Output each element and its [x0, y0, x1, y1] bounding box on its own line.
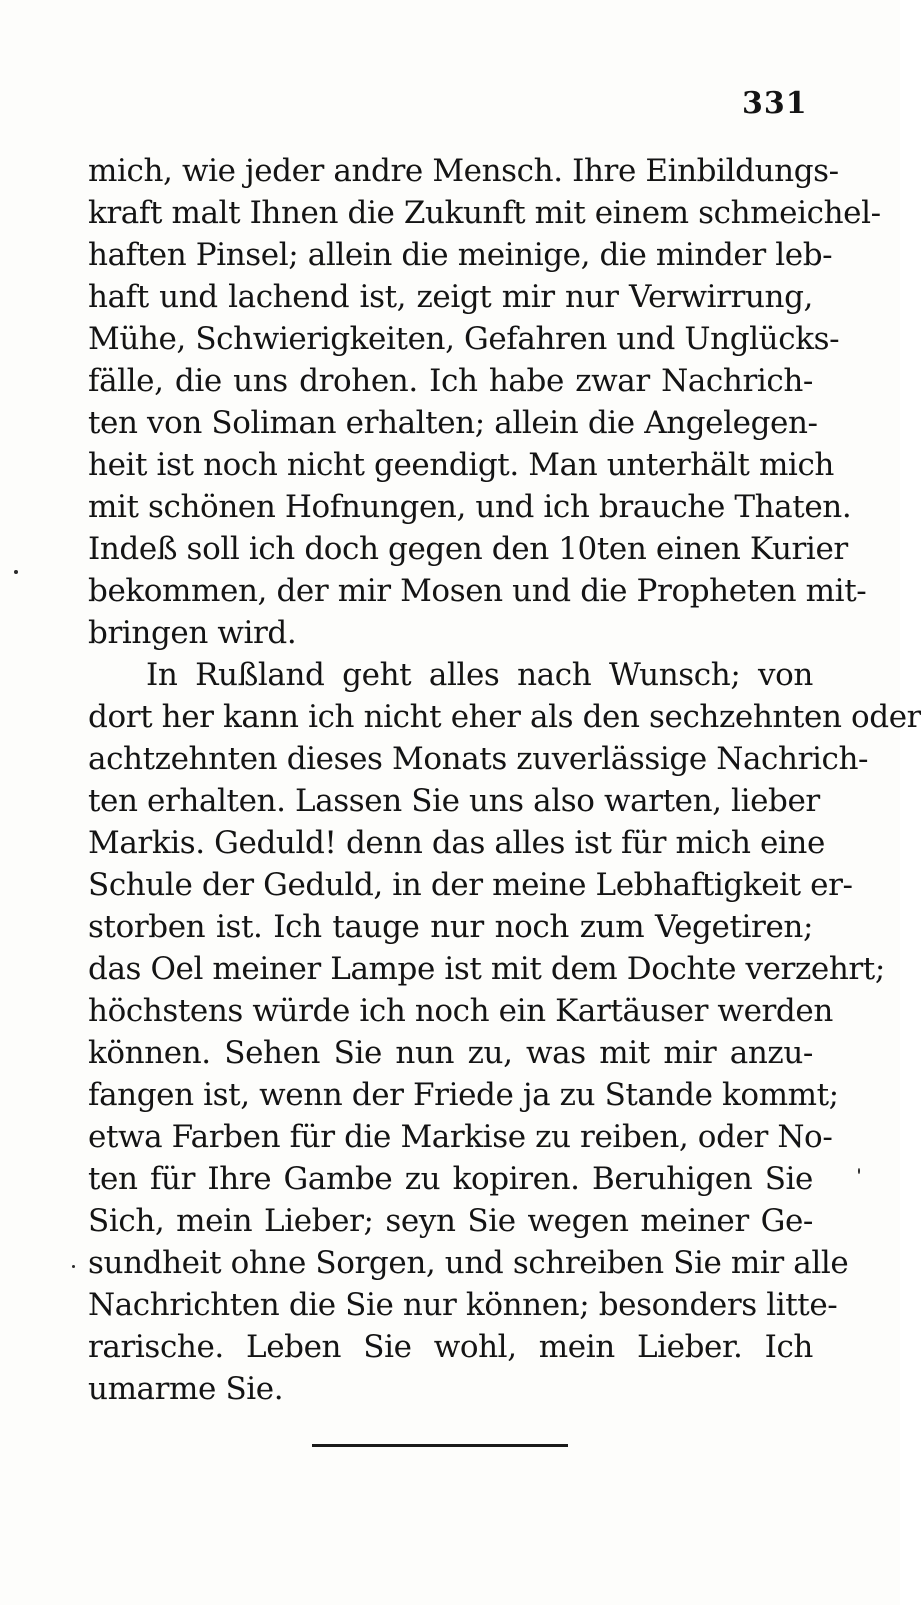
text-line: bekommen, der mir Mosen und die Propheten mit-: [88, 573, 867, 609]
text-line: bringen wird.: [88, 615, 297, 651]
paragraph-1: [88, 150, 881, 654]
text-line: etwa Farben für die Markise zu reiben, oder No-: [88, 1119, 833, 1155]
text-line: heit ist noch nicht geendigt. Man unterhält mich: [88, 447, 834, 483]
end-rule: [312, 1444, 568, 1447]
text-line: können. Sehen Sie nun zu, was mit mir anzu-: [88, 1035, 813, 1071]
text-line: haft und lachend ist, zeigt mir nur Verwirrung,: [88, 279, 813, 315]
text-line: In Rußland geht alles nach Wunsch; von: [146, 657, 813, 693]
text-line: ten erhalten. Lassen Sie uns also warten, lieber: [88, 783, 820, 819]
text-line: achtzehnten dieses Monats zuverlässige Nachrich-: [88, 741, 869, 777]
text-line: fangen ist, wenn der Friede ja zu Stande kommt;: [88, 1077, 839, 1113]
ink-speck: [72, 1265, 75, 1268]
text-line: Schule der Geduld, in der meine Lebhaftigkeit er-: [88, 867, 853, 903]
text-line: haften Pinsel; allein die meinige, die minder leb-: [88, 237, 833, 273]
text-line: mit schönen Hofnungen, und ich brauche Thaten.: [88, 489, 852, 525]
text-line: ten für Ihre Gambe zu kopiren. Beruhigen Sie: [88, 1161, 813, 1197]
text-line: Mühe, Schwierigkeiten, Gefahren und Unglücks-: [88, 321, 840, 357]
text-line: das Oel meiner Lampe ist mit dem Dochte verzehrt;: [88, 951, 885, 987]
ink-speck: [14, 570, 18, 574]
text-line: Nachrichten die Sie nur können; besonders litte-: [88, 1287, 838, 1323]
text-line: sundheit ohne Sorgen, und schreiben Sie mir alle: [88, 1245, 849, 1281]
text-line: umarme Sie.: [88, 1371, 284, 1407]
text-line: mich, wie jeder andre Mensch. Ihre Einbildungs-: [88, 153, 839, 189]
ink-speck: [858, 1168, 860, 1174]
text-line: ten von Soliman erhalten; allein die Angelegen-: [88, 405, 818, 441]
text-line: Markis. Geduld! denn das alles ist für mich eine: [88, 825, 825, 861]
paragraph-2: [88, 654, 921, 1410]
text-line: dort her kann ich nicht eher als den sechzehnten oder: [88, 699, 921, 735]
text-line: Indeß soll ich doch gegen den 10ten einen Kurier: [88, 531, 848, 567]
page-number: 331: [742, 86, 808, 121]
body-text: [88, 150, 921, 1410]
text-line: Sich, mein Lieber; seyn Sie wegen meiner Ge-: [88, 1203, 813, 1239]
text-line: storben ist. Ich tauge nur noch zum Vegetiren;: [88, 909, 813, 945]
text-line: fälle, die uns drohen. Ich habe zwar Nachrich-: [88, 363, 813, 399]
text-line: kraft malt Ihnen die Zukunft mit einem schmeichel-: [88, 195, 881, 231]
text-line: rarische. Leben Sie wohl, mein Lieber. Ich: [88, 1329, 813, 1365]
text-line: höchstens würde ich noch ein Kartäuser werden: [88, 993, 833, 1029]
